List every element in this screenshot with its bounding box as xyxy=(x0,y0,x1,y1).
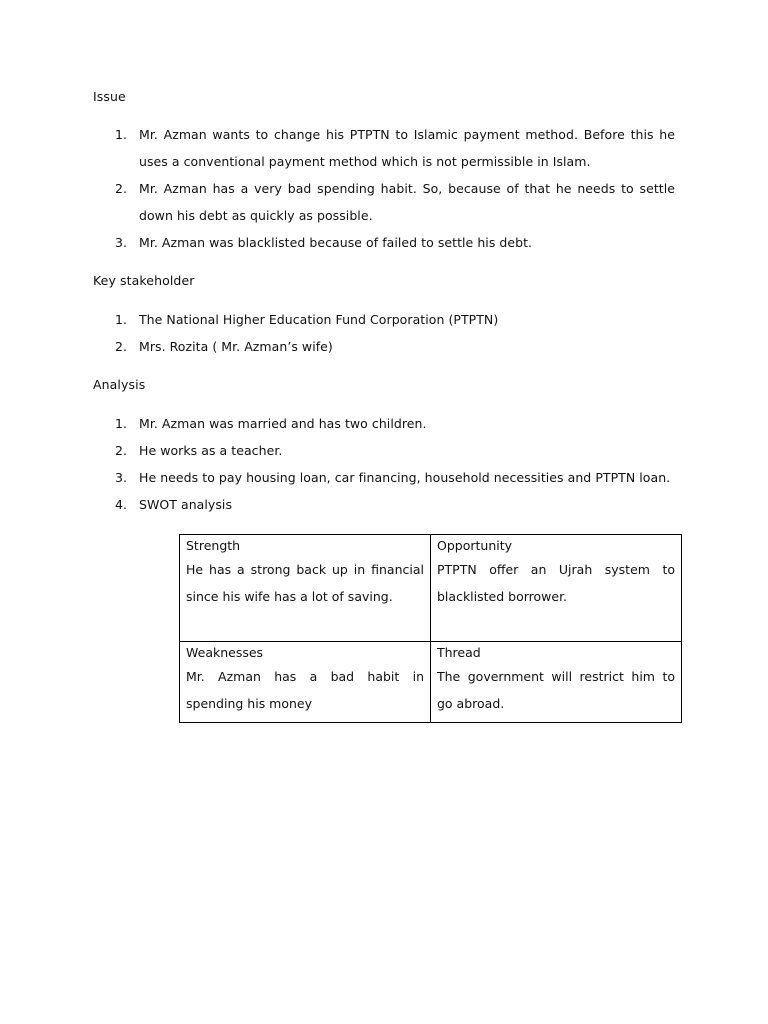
list-item-number: 3. xyxy=(115,235,127,250)
list-item-number: 2. xyxy=(115,339,127,354)
swot-weaknesses-title: Weaknesses xyxy=(186,645,264,660)
swot-opportunity-cell xyxy=(431,535,682,642)
list-item-text: He works as a teacher. xyxy=(139,443,283,458)
table-row xyxy=(180,642,682,723)
list-item-text: Mr. Azman wants to change his PTPTN to Islamic payment method. Before this he uses a conventional payment method which is not permissible in Islam. xyxy=(139,127,675,169)
swot-table xyxy=(179,534,682,723)
list-item-number: 3. xyxy=(115,470,127,485)
list-item-text: Mr. Azman has a very bad spending habit. So, because of that he needs to settle down his debt as quickly as possible. xyxy=(139,181,675,223)
list-item-number: 4. xyxy=(115,497,127,512)
list-item-number: 1. xyxy=(115,127,127,142)
table-row xyxy=(180,535,682,642)
list-item-text: SWOT analysis xyxy=(139,497,233,512)
list-item-number: 1. xyxy=(115,416,127,431)
swot-thread-cell xyxy=(431,642,682,723)
list-item-number: 2. xyxy=(115,443,127,458)
list-item-number: 1. xyxy=(115,312,127,327)
list-item xyxy=(0,229,768,256)
list-item xyxy=(0,437,768,464)
swot-opportunity-body: PTPTN offer an Ujrah system to blacklisted borrower. xyxy=(437,562,675,604)
stakeholder-heading: Key stakeholder xyxy=(93,273,195,288)
list-item-text: The National Higher Education Fund Corporation (PTPTN) xyxy=(139,312,499,327)
list-item xyxy=(0,121,768,175)
list-item-text: Mrs. Rozita ( Mr. Azman’s wife) xyxy=(139,339,333,354)
list-item xyxy=(0,464,768,491)
list-item xyxy=(0,491,768,518)
swot-thread-body: The government will restrict him to go abroad. xyxy=(437,669,675,711)
swot-strength-cell xyxy=(180,535,431,642)
list-item-number: 2. xyxy=(115,181,127,196)
issue-heading: Issue xyxy=(93,89,126,104)
list-item xyxy=(0,175,768,229)
swot-weaknesses-body: Mr. Azman has a bad habit in spending his money xyxy=(186,669,424,711)
list-item xyxy=(0,333,768,360)
list-item-text: He needs to pay housing loan, car financing, household necessities and PTPTN loan. xyxy=(139,470,671,485)
swot-strength-title: Strength xyxy=(186,538,241,553)
swot-opportunity-title: Opportunity xyxy=(437,538,513,553)
analysis-heading: Analysis xyxy=(93,377,146,392)
list-item-text: Mr. Azman was blacklisted because of failed to settle his debt. xyxy=(139,235,533,250)
swot-strength-body: He has a strong back up in financial since his wife has a lot of saving. xyxy=(186,562,424,604)
list-item-text: Mr. Azman was married and has two children. xyxy=(139,416,427,431)
swot-thread-title: Thread xyxy=(437,645,481,660)
analysis-list xyxy=(0,410,768,518)
issue-list xyxy=(0,121,768,256)
list-item xyxy=(0,410,768,437)
list-item xyxy=(0,306,768,333)
swot-weaknesses-cell xyxy=(180,642,431,723)
stakeholder-list xyxy=(0,306,768,360)
